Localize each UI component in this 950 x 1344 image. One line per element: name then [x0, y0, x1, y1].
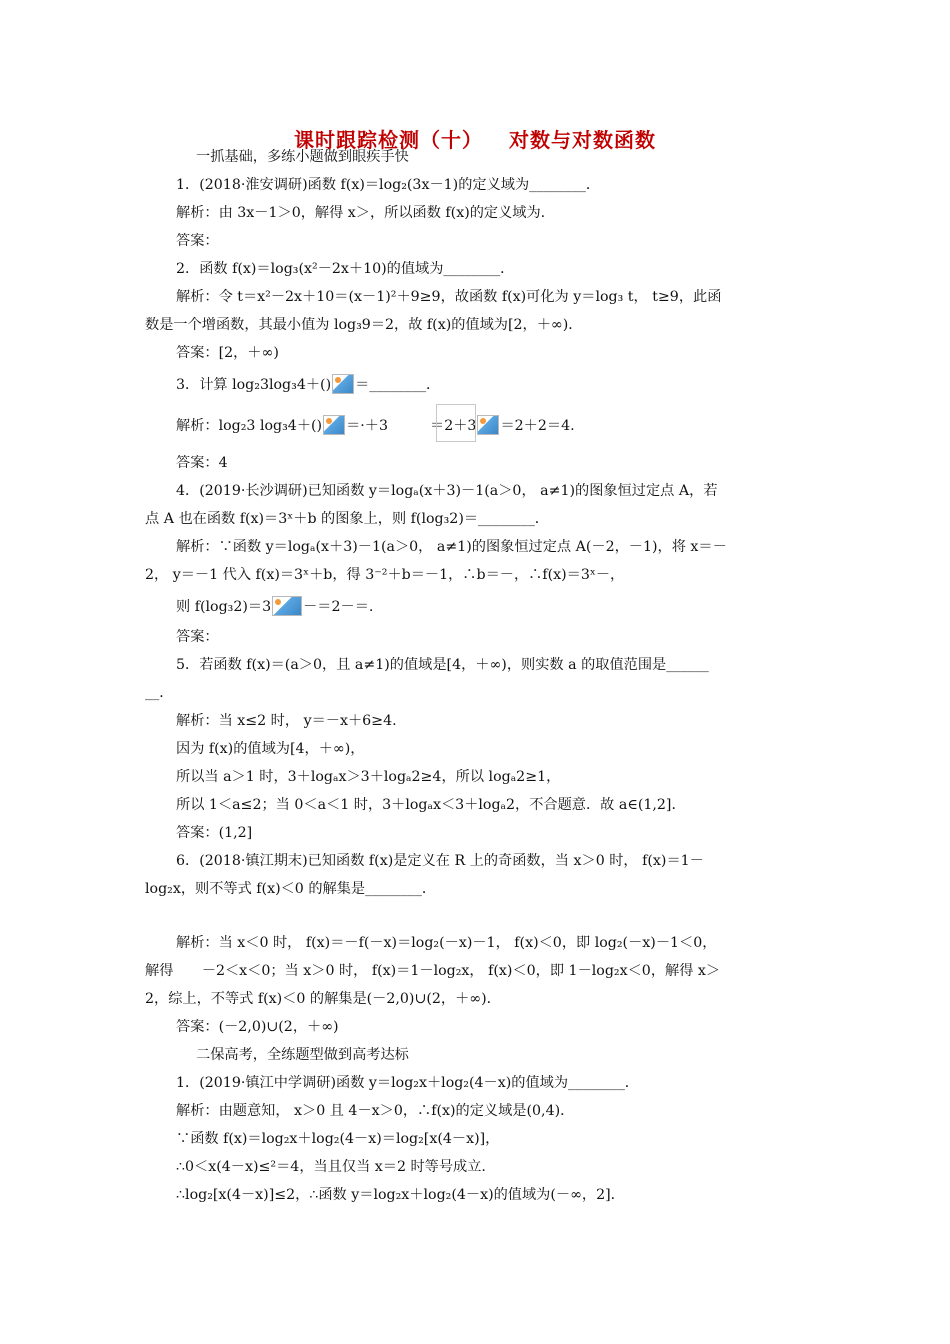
- solution-1-3-text: 解析：log₂3 log₃4＋(): [176, 418, 323, 434]
- problem-1-3: [176, 374, 440, 395]
- solution-1-3-part4: ＝2＋2＝4.: [500, 418, 575, 434]
- answer-1-4: 答案：: [176, 629, 219, 645]
- solution-1-4-c-tail: －＝2－＝.: [303, 599, 374, 615]
- solution-1-2-a: 解析：令 t＝x²－2x＋10＝(x－1)²＋9≥9，故函数 f(x)可化为 y＝log₃ t， t≥9，此函: [176, 289, 722, 305]
- section-heading-2: 二保高考，全练题型做到高考达标: [196, 1047, 409, 1063]
- image-placeholder-icon: [272, 596, 302, 616]
- solution-1-6-b: 解得 －2＜x＜0；当 x＞0 时， f(x)＝1－log₂x， f(x)＜0，即 1－log₂x＜0，解得 x＞: [145, 963, 721, 979]
- answer-1-3: 答案：4: [176, 455, 228, 471]
- image-placeholder-icon: [323, 415, 345, 435]
- problem-1-5-a: 5．若函数 f(x)＝(a＞0，且 a≠1)的值域是[4，＋∞)，则实数 a 的取值范围是______: [176, 657, 709, 673]
- solution-2-1-b: ∵函数 f(x)＝log₂x＋log₂(4－x)＝log₂[x(4－x)]，: [176, 1131, 500, 1147]
- solution-2-1-d: ∴log₂[x(4－x)]≤2，∴函数 y＝log₂x＋log₂(4－x)的值域为(－∞，2]．: [176, 1187, 625, 1203]
- problem-1-6-a: 6．(2018·镇江期末)已知函数 f(x)是定义在 R 上的奇函数，当 x＞0 时， f(x)＝1－: [176, 853, 704, 869]
- solution-2-1-c: ∴0＜x(4－x)≤²＝4，当且仅当 x＝2 时等号成立.: [176, 1159, 486, 1175]
- problem-1-1: 1．(2018·淮安调研)函数 f(x)＝log₂(3x－1)的定义域为________．: [176, 177, 601, 193]
- answer-1-6: 答案：(－2,0)∪(2，＋∞): [176, 1019, 339, 1035]
- solution-2-1-a: 解析：由题意知， x＞0 且 4－x＞0，∴f(x)的定义域是(0,4)．: [176, 1103, 575, 1119]
- problem-1-4-b: 点 A 也在函数 f(x)＝3ˣ＋b 的图象上，则 f(log₃2)＝________．: [145, 511, 549, 527]
- solution-1-5-b: 因为 f(x)的值域为[4，＋∞)，: [176, 741, 365, 757]
- missing-image-frame: [436, 404, 476, 442]
- problem-1-2: 2．函数 f(x)＝log₃(x²－2x＋10)的值域为________．: [176, 261, 515, 277]
- problem-1-4-a: 4．(2019·长沙调研)已知函数 y＝logₐ(x＋3)－1(a＞0， a≠1)的图象恒过定点 A，若: [176, 483, 718, 499]
- image-placeholder-icon: [332, 374, 354, 394]
- solution-1-4-c-text: 则 f(log₃2)＝3: [176, 599, 272, 615]
- solution-1-6-a: 解析：当 x＜0 时， f(x)＝－f(－x)＝log₂(－x)－1， f(x)＜0，即 log₂(－x)－1＜0，: [176, 935, 717, 951]
- problem-1-3-tail: ＝________．: [355, 377, 441, 393]
- problem-1-5-b: __．: [145, 685, 174, 701]
- section-heading-1: 一抓基础，多练小题做到眼疾手快: [196, 149, 409, 165]
- solution-1-6-c: 2，综上，不等式 f(x)＜0 的解集是(－2,0)∪(2，＋∞)．: [145, 991, 501, 1007]
- title-main: 课时跟踪检测（十）: [294, 128, 483, 152]
- image-placeholder-icon: [477, 415, 499, 435]
- problem-2-1: 1．(2019·镇江中学调研)函数 y＝log₂x＋log₂(4－x)的值域为________．: [176, 1075, 639, 1091]
- answer-1-2: 答案：[2，＋∞): [176, 345, 279, 361]
- solution-1-4-c: [176, 596, 373, 617]
- solution-1-5-c: 所以当 a＞1 时，3＋logₐx＞3＋logₐ2≥4，所以 logₐ2≥1，: [176, 769, 561, 785]
- solution-1-3-part2: ＝·＋3: [346, 418, 389, 434]
- answer-1-5: 答案：(1,2]: [176, 825, 253, 841]
- answer-1-1: 答案：: [176, 233, 219, 249]
- problem-1-6-b: log₂x，则不等式 f(x)＜0 的解集是________．: [145, 881, 437, 897]
- solution-1-1: 解析：由 3x－1＞0，解得 x＞，所以函数 f(x)的定义域为.: [176, 205, 546, 221]
- solution-1-4-a: 解析：∵函数 y＝logₐ(x＋3)－1(a＞0， a≠1)的图象恒过定点 A(－2，－1)，将 x＝－: [176, 539, 727, 555]
- solution-1-2-b: 数是一个增函数，其最小值为 log₃9＝2，故 f(x)的值域为[2，＋∞)．: [145, 317, 583, 333]
- title-sub: 对数与对数函数: [509, 128, 656, 152]
- solution-1-5-a: 解析：当 x≤2 时， y＝－x＋6≥4.: [176, 713, 397, 729]
- page-title: [0, 124, 950, 153]
- solution-1-3-part3: ＝2＋3: [430, 418, 477, 434]
- problem-1-3-text: 3．计算 log₂3log₃4＋(): [176, 377, 332, 393]
- solution-1-5-d: 所以 1＜a≤2；当 0＜a＜1 时，3＋logₐx＜3＋logₐ2，不合题意．故 a∈(1,2]．: [176, 797, 686, 813]
- solution-1-3: [176, 415, 575, 436]
- solution-1-4-b: 2， y＝－1 代入 f(x)＝3ˣ＋b，得 3⁻²＋b＝－1，∴b＝－，∴f(x)＝3ˣ－，: [145, 567, 625, 583]
